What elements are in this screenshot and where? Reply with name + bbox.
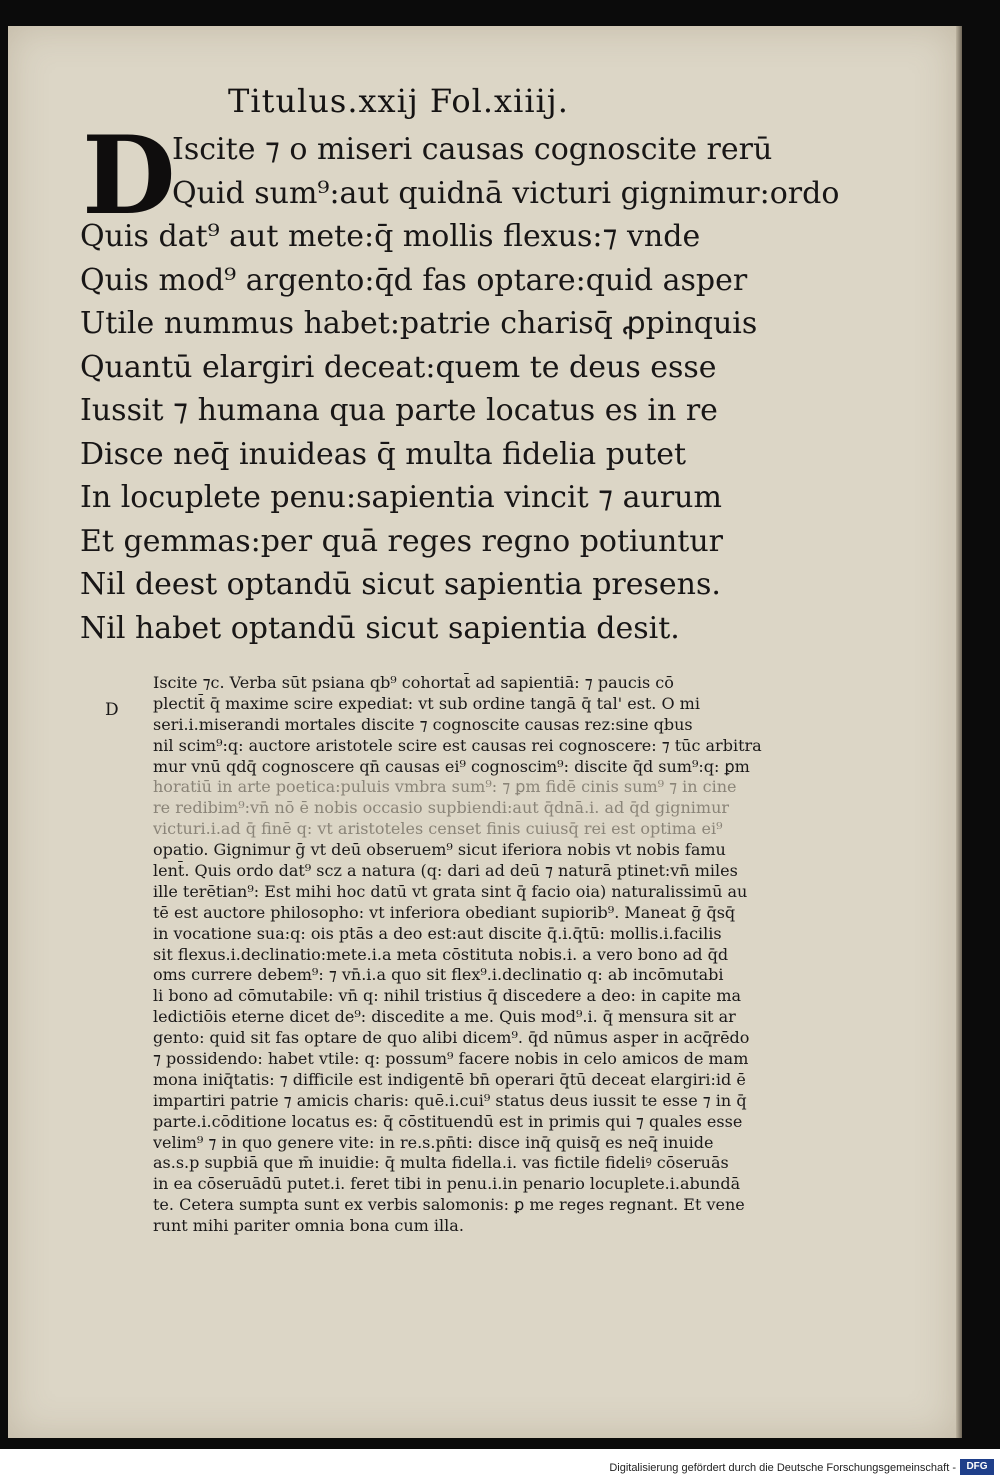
- commentary-line: sit flexus.i.declinatio:mete.i.a meta cōstituta nobis.i. a vero bono ad q̄d: [153, 944, 729, 964]
- verse-line: Nil habet optandū sicut sapientia desit.: [80, 610, 680, 646]
- commentary-line: as.s.p supbiā que m̄ inuidie: q̄ multa fidella.i. vas fictile fideliꝰ cōseruās: [153, 1153, 729, 1173]
- commentary-line: nil scim⁹:q: auctore aristotele scire est causas rei cognoscere: ⁊ tūc arbitra: [153, 735, 762, 755]
- commentary-line: te. Cetera sumpta sunt ex verbis salomonis: ꝑ me reges regnant. Et vene: [153, 1195, 745, 1215]
- commentary-line: parte.i.cōditione locatus es: q̄ cōstituendū est in primis qui ⁊ quales esse: [153, 1111, 743, 1131]
- commentary-marker: D: [105, 700, 119, 720]
- commentary-line: in vocatione sua:q: ois ptās a deo est:aut discite q̄.i.q̄tū: mollis.i.facilis: [153, 923, 722, 943]
- commentary-line: li bono ad cōmutabile: vn̄ q: nihil tristius q̄ discedere a deo: in capite ma: [153, 986, 742, 1006]
- page-header: Titulus.xxij Fol.xiiij.: [228, 82, 569, 120]
- verse-line: Quid sum⁹:aut quidnā victuri gignimur:ordo: [172, 175, 840, 211]
- verse-line: Disce neq̄ inuideas q̄ multa fidelia putet: [80, 436, 687, 472]
- commentary-line: mur vnū qdq̄ cognoscere qn̄ causas ei⁹ cognoscim⁹: discite q̄d sum⁹:q: ꝑm: [153, 756, 750, 776]
- commentary-line: velim⁹ ⁊ in quo genere vite: in re.s.pn̄ti: disce inq̄ quisq̄ es neq̄ inuide: [153, 1132, 714, 1152]
- commentary-line: ille terētian⁹: Est mihi hoc datū vt grata sint q̄ facio oia) naturalissimū au: [153, 881, 748, 901]
- verse-line: In locuplete penu:sapientia vincit ⁊ aurum: [80, 480, 722, 515]
- verse-line: Utile nummus habet:patrie charisq̄ ꝓpinquis: [80, 306, 758, 341]
- commentary-line: tē est auctore philosopho: vt inferiora obediant supiorib⁹. Maneat ḡ q̄sq̄: [153, 902, 736, 922]
- commentary-line: horatiū in arte poetica:puluis vmbra sum⁹: ⁊ ꝑm fidē cinis sum⁹ ⁊ in cine: [153, 777, 737, 797]
- commentary-line: oms currere debem⁹: ⁊ vn̄.i.a quo sit flex⁹.i.declinatio q: ab incōmutabi: [153, 965, 724, 985]
- verse-line: Nil deest optandū sicut sapientia presens.: [80, 567, 721, 602]
- verse-line: Quantū elargiri deceat:quem te deus esse: [80, 349, 717, 385]
- commentary-line: victuri.i.ad q̄ finē q: vt aristoteles censet finis cuiusq̄ rei est optima ei⁹: [153, 819, 723, 839]
- commentary-line: impartiri patrie ⁊ amicis charis: quē.i.cui⁹ status deus iussit te esse ⁊ in q̄: [153, 1090, 747, 1110]
- commentary-line: Iscite ⁊c. Verba sūt psiana qb⁹ cohortat̄ ad sapientiā: ⁊ paucis cō: [153, 673, 674, 692]
- commentary-line: ledictiōis eterne dicet de⁹: discedite a me. Quis mod⁹.i. q̄ mensura sit ar: [153, 1007, 736, 1027]
- commentary-line: gento: quid sit fas optare de quo alibi dicem⁹. q̄d nūmus asper in acq̄rēdo: [153, 1028, 750, 1048]
- commentary-line: seri.i.miserandi mortales discite ⁊ cognoscite causas rez:sine qbus: [153, 714, 693, 734]
- commentary-block: [153, 673, 773, 1237]
- dfg-logo-icon[interactable]: DFG: [960, 1459, 994, 1475]
- commentary-line: plectit̄ q̄ maxime scire expediat: vt sub ordine tangā q̄ tal' est. O mi: [153, 693, 700, 713]
- verse-line: Iussit ⁊ humana qua parte locatus es in re: [80, 393, 718, 428]
- commentary-line: re redibim⁹:vn̄ nō ē nobis occasio supbiendi:aut q̄dnā.i. ad q̄d gignimur: [153, 798, 730, 818]
- verse-line: Quis dat⁹ aut mete:q̄ mollis flexus:⁊ vnde: [80, 219, 701, 254]
- verse-line: Iscite ⁊ o miseri causas cognoscite rerū: [172, 132, 773, 167]
- commentary-line: ⁊ possidendo: habet vtile: q: possum⁹ facere nobis in celo amicos de mam: [153, 1049, 749, 1069]
- page-edge: [956, 26, 962, 1438]
- funding-notice: Digitalisierung gefördert durch die Deutsche Forschungsgemeinschaft -: [609, 1462, 956, 1474]
- verse-block: [80, 113, 840, 650]
- commentary-line: lent̄. Quis ordo dat⁹ scz a natura (q: dari ad deū ⁊ naturā ptinet:vn̄ miles: [153, 861, 738, 881]
- commentary-line: in ea cōseruādū putet.i. feret tibi in penu.i.in penario locuplete.i.abundā: [153, 1174, 741, 1194]
- commentary-line: mona iniq̄tatis: ⁊ difficile est indigentē bn̄ operari q̄tū deceat elargiri:id ē: [153, 1069, 746, 1089]
- commentary-line: opatio. Gignimur ḡ vt deū obseruem⁹ sicut iferiora nobis vt nobis famu: [153, 840, 726, 860]
- commentary-line: runt mihi pariter omnia bona cum illa.: [153, 1216, 464, 1236]
- decorated-initial: D: [82, 113, 176, 239]
- verse-line: Quis mod⁹ argento:q̄d fas optare:quid asper: [80, 262, 748, 298]
- verse-line: Et gemmas:per quā reges regno potiuntur: [80, 523, 723, 559]
